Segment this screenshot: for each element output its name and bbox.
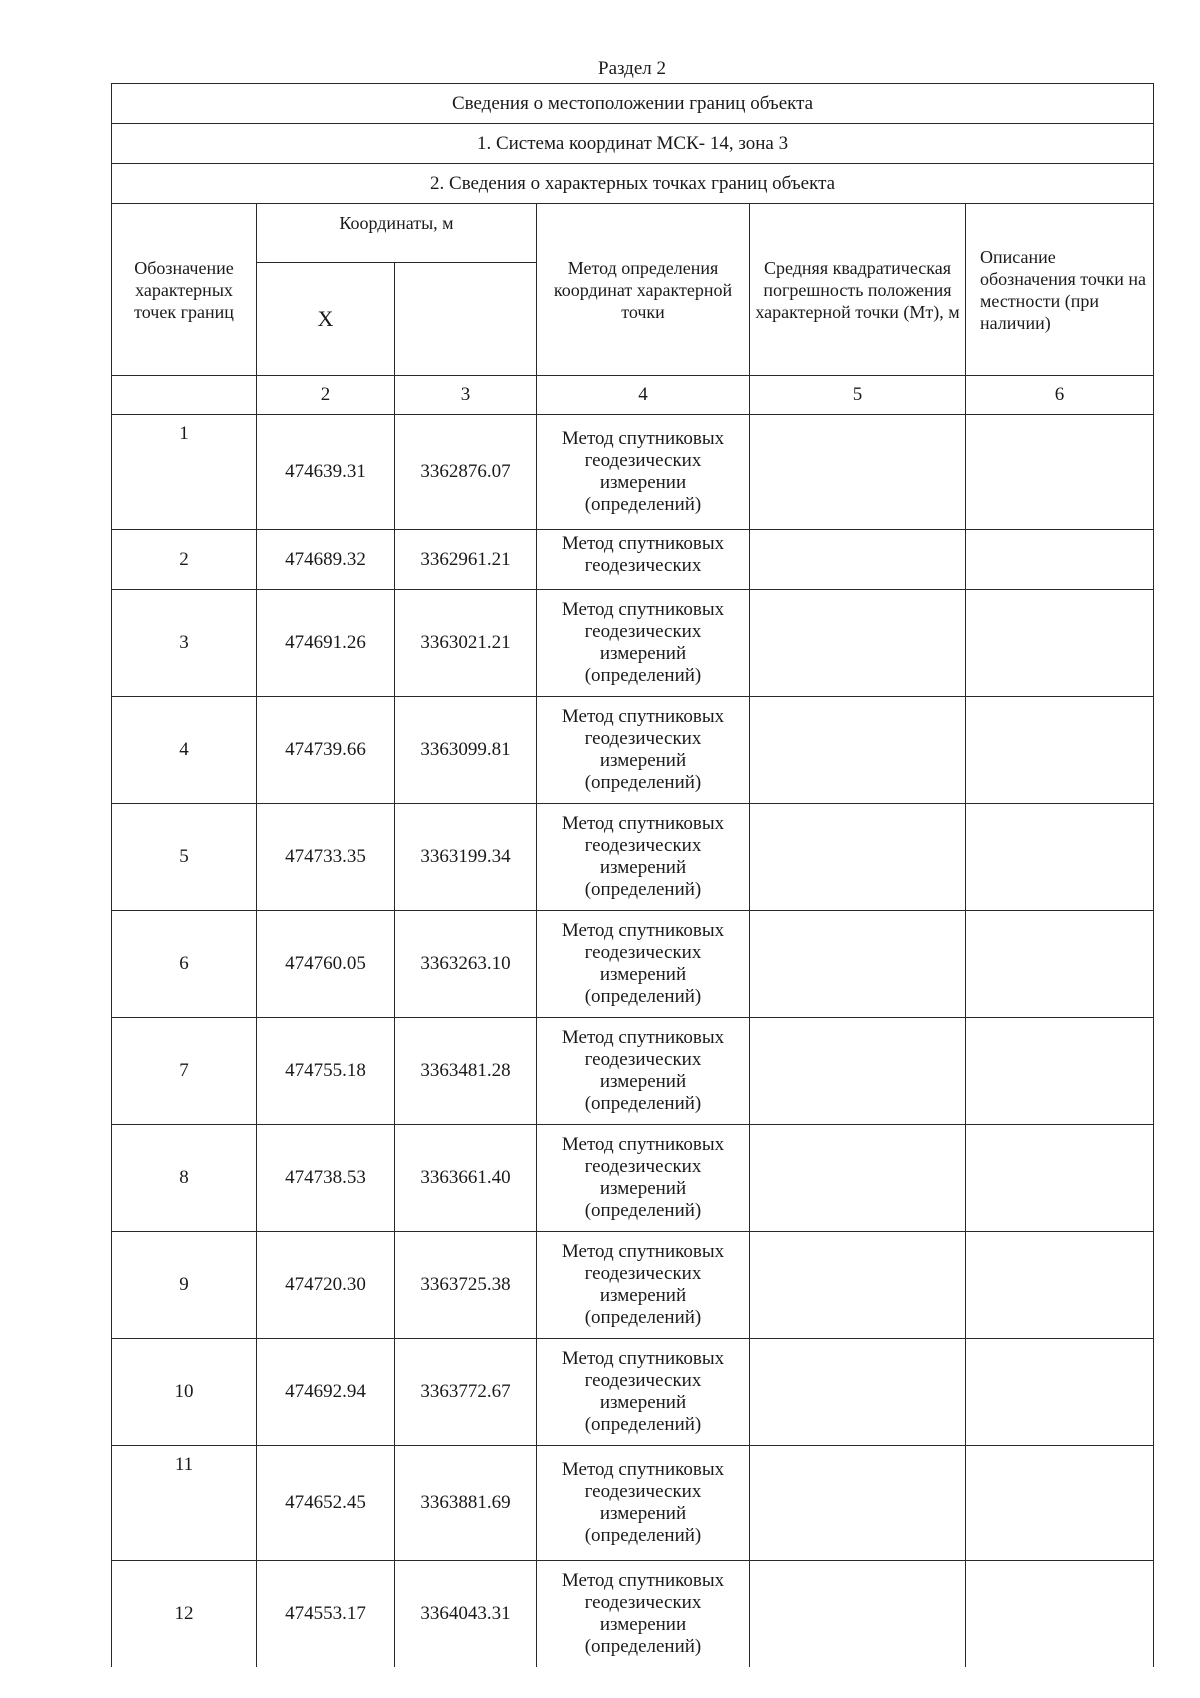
point-description (966, 1339, 1154, 1446)
method-line: измерений (599, 1071, 687, 1092)
method-cell (537, 911, 750, 1018)
point-designation: 1 (112, 415, 257, 530)
y-header (395, 263, 537, 376)
method-line: Метод спутниковых (561, 920, 725, 941)
method-cell (537, 1125, 750, 1232)
method-line: Метод спутниковых (561, 533, 725, 554)
point-description (966, 911, 1154, 1018)
y-coordinate: 3362876.07 (395, 415, 537, 530)
table-row (112, 1446, 1154, 1561)
method-line: (определений) (584, 772, 702, 793)
y-coordinate: 3363725.38 (395, 1232, 537, 1339)
method-line: Метод спутниковых (561, 1348, 725, 1369)
x-coordinate: 474692.94 (257, 1339, 395, 1446)
section-title: Раздел 2 (598, 58, 666, 79)
method-cell (537, 1018, 750, 1125)
method-line: геодезических (584, 1049, 702, 1070)
column-numbers-row (112, 376, 1154, 415)
table-row (112, 911, 1154, 1018)
table-row (112, 1339, 1154, 1446)
method-line: (определений) (584, 1093, 702, 1114)
table-row (112, 1232, 1154, 1339)
method-line: (определений) (584, 1636, 702, 1657)
designation-header: Обозначение характерных точек границ (112, 204, 257, 376)
y-coordinate: 3363099.81 (395, 697, 537, 804)
point-description (966, 1125, 1154, 1232)
method-line: Метод спутниковых (561, 428, 725, 449)
table-row (112, 1018, 1154, 1125)
point-designation: 4 (112, 697, 257, 804)
point-designation: 9 (112, 1232, 257, 1339)
x-coordinate: 474639.31 (257, 415, 395, 530)
error-value (750, 530, 966, 590)
method-line: Метод спутниковых (561, 1027, 725, 1048)
method-line: геодезических (584, 555, 702, 576)
method-line: (определений) (584, 986, 702, 1007)
point-designation: 6 (112, 911, 257, 1018)
method-line: (определений) (584, 879, 702, 900)
error-value (750, 804, 966, 911)
table-title: Сведения о местоположении границ объекта (112, 84, 1154, 124)
method-line: геодезических (584, 1481, 702, 1502)
point-description (966, 1018, 1154, 1125)
x-coordinate: 474755.18 (257, 1018, 395, 1125)
method-line: геодезических (584, 942, 702, 963)
method-line: (определений) (584, 1414, 702, 1435)
method-header: Метод определения координат характерной точки (537, 204, 750, 376)
method-line: (определений) (584, 665, 702, 686)
column-number: 4 (537, 376, 750, 415)
method-line: геодезических (584, 728, 702, 749)
method-line: (определений) (584, 1307, 702, 1328)
x-coordinate: 474760.05 (257, 911, 395, 1018)
method-line: Метод спутниковых (561, 599, 725, 620)
y-coordinate: 3363263.10 (395, 911, 537, 1018)
method-line: (определений) (584, 494, 702, 515)
coord-system: 1. Система координат МСК- 14, зона 3 (112, 124, 1154, 164)
table-title-row (112, 84, 1154, 124)
header-row-1 (112, 204, 1154, 263)
point-description (966, 1232, 1154, 1339)
method-line: Метод спутниковых (561, 813, 725, 834)
method-line: (определений) (584, 1200, 702, 1221)
method-cell (537, 530, 750, 590)
x-coordinate: 474691.26 (257, 590, 395, 697)
method-line: (определений) (584, 1525, 702, 1546)
point-designation: 7 (112, 1018, 257, 1125)
point-description (966, 804, 1154, 911)
method-line: геодезических (584, 1263, 702, 1284)
method-line: Метод спутниковых (561, 1134, 725, 1155)
error-value (750, 1561, 966, 1668)
method-line: измерений (599, 1178, 687, 1199)
method-line: Метод спутниковых (561, 1459, 725, 1480)
table-row (112, 1125, 1154, 1232)
column-number: 2 (257, 376, 395, 415)
error-value (750, 415, 966, 530)
method-cell (537, 697, 750, 804)
point-description (966, 530, 1154, 590)
point-designation: 5 (112, 804, 257, 911)
table-row (112, 415, 1154, 530)
y-coordinate: 3363021.21 (395, 590, 537, 697)
point-description (966, 415, 1154, 530)
point-designation: 3 (112, 590, 257, 697)
method-cell (537, 804, 750, 911)
method-line: измерении (599, 1614, 687, 1635)
method-line: геодезических (584, 1592, 702, 1613)
y-coordinate: 3363199.34 (395, 804, 537, 911)
error-value (750, 1125, 966, 1232)
x-coordinate: 474652.45 (257, 1446, 395, 1561)
point-designation: 8 (112, 1125, 257, 1232)
column-number: 3 (395, 376, 537, 415)
method-cell (537, 1232, 750, 1339)
point-description (966, 1446, 1154, 1561)
x-coordinate: 474720.30 (257, 1232, 395, 1339)
method-line: Метод спутниковых (561, 1241, 725, 1262)
table-row (112, 590, 1154, 697)
method-line: геодезических (584, 835, 702, 856)
method-line: измерений (599, 1285, 687, 1306)
description-header: Описание обозначения точки на местности (при наличии) (966, 204, 1154, 376)
points-title-row (112, 164, 1154, 204)
coord-system-row (112, 124, 1154, 164)
table-row (112, 697, 1154, 804)
y-coordinate: 3363772.67 (395, 1339, 537, 1446)
column-number: 5 (750, 376, 966, 415)
column-number (112, 376, 257, 415)
error-value (750, 1446, 966, 1561)
method-cell (537, 590, 750, 697)
boundary-points-table (111, 83, 1154, 1667)
y-coordinate: 3363881.69 (395, 1446, 537, 1561)
method-line: геодезических (584, 1370, 702, 1391)
error-value (750, 1339, 966, 1446)
point-designation: 10 (112, 1339, 257, 1446)
method-line: измерений (599, 857, 687, 878)
method-cell (537, 1339, 750, 1446)
x-coordinate: 474738.53 (257, 1125, 395, 1232)
point-description (966, 1561, 1154, 1668)
y-coordinate: 3363481.28 (395, 1018, 537, 1125)
table-row (112, 530, 1154, 590)
method-line: измерений (599, 964, 687, 985)
coordinates-header: Координаты, м (257, 204, 537, 263)
error-value (750, 697, 966, 804)
x-header: X (257, 263, 395, 376)
points-title: 2. Сведения о характерных точках границ объекта (112, 164, 1154, 204)
y-coordinate: 3364043.31 (395, 1561, 537, 1668)
x-coordinate: 474733.35 (257, 804, 395, 911)
x-coordinate: 474739.66 (257, 697, 395, 804)
point-description (966, 590, 1154, 697)
point-designation: 12 (112, 1561, 257, 1668)
method-line: Метод спутниковых (561, 706, 725, 727)
table-row (112, 804, 1154, 911)
method-line: измерений (599, 1392, 687, 1413)
point-designation: 11 (112, 1446, 257, 1561)
method-line: измерении (599, 472, 687, 493)
error-value (750, 590, 966, 697)
x-coordinate: 474689.32 (257, 530, 395, 590)
y-coordinate: 3363661.40 (395, 1125, 537, 1232)
x-coordinate: 474553.17 (257, 1561, 395, 1668)
method-line: Метод спутниковых (561, 1570, 725, 1591)
point-description (966, 697, 1154, 804)
method-line: геодезических (584, 1156, 702, 1177)
column-number: 6 (966, 376, 1154, 415)
error-value (750, 911, 966, 1018)
method-line: измерений (599, 643, 687, 664)
method-cell (537, 1561, 750, 1668)
method-line: геодезических (584, 621, 702, 642)
method-line: измерений (599, 750, 687, 771)
method-cell (537, 1446, 750, 1561)
point-designation: 2 (112, 530, 257, 590)
error-value (750, 1018, 966, 1125)
method-cell (537, 415, 750, 530)
method-line: геодезических (584, 450, 702, 471)
error-header: Средняя квадратическая погрешность положения характерной точки (Мт), м (750, 204, 966, 376)
y-coordinate: 3362961.21 (395, 530, 537, 590)
method-line: измерений (599, 1503, 687, 1524)
table-row (112, 1561, 1154, 1668)
error-value (750, 1232, 966, 1339)
